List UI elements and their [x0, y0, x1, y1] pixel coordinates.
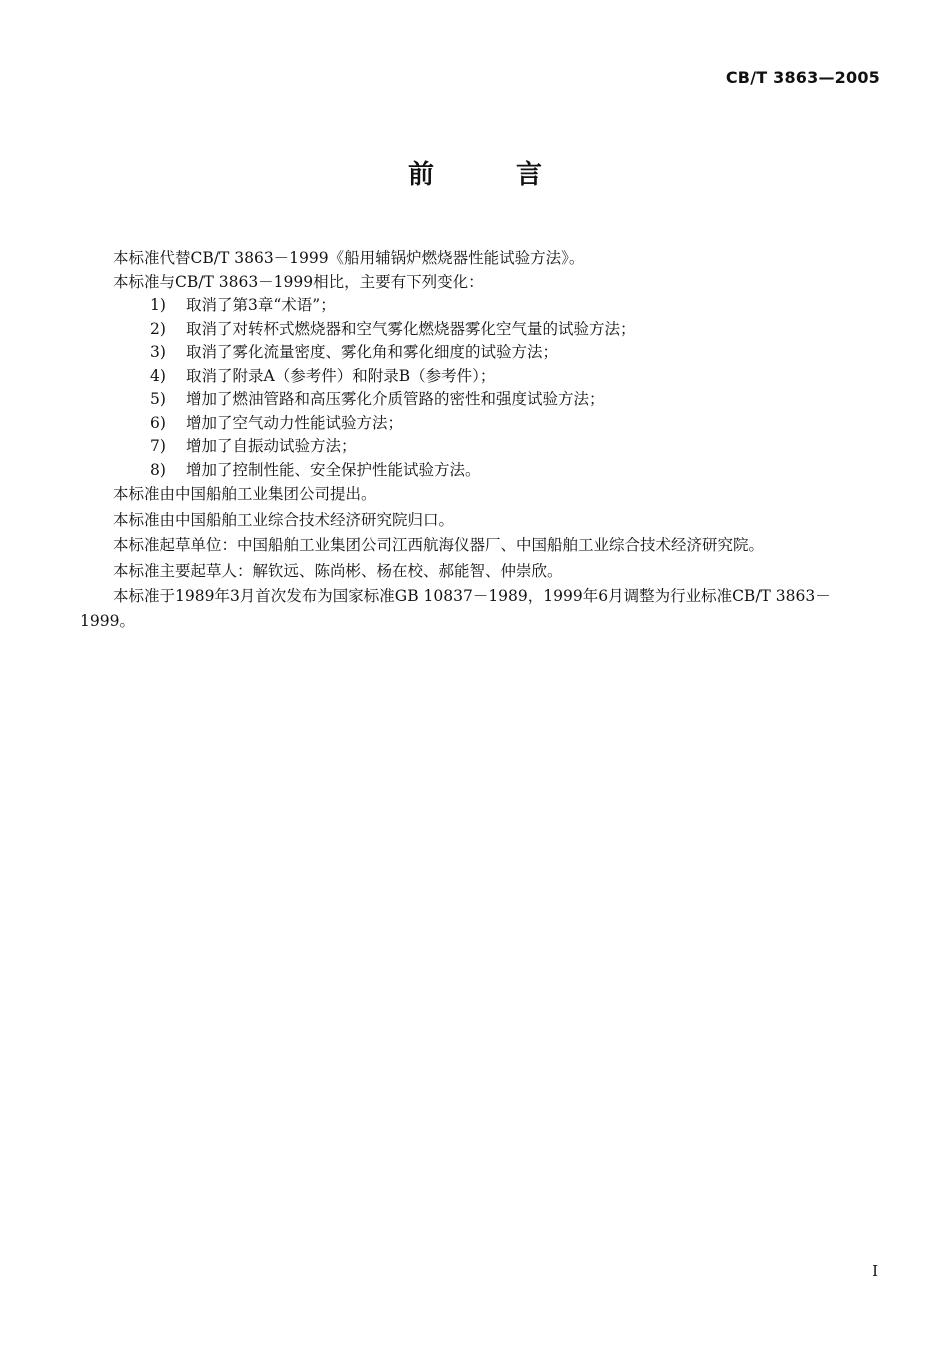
list-item-text: 取消了第3章“术语”； — [186, 296, 336, 314]
list-item — [80, 435, 880, 459]
foreword-body — [80, 247, 880, 634]
list-item — [80, 459, 880, 483]
paragraph-drafting-units: 本标准起草单位：中国船舶工业集团公司江西航海仪器厂、中国船舶工业综合技术经济研究院。 — [113, 536, 765, 554]
list-item-text: 增加了燃油管路和高压雾化介质管路的密性和强度试验方法； — [186, 390, 605, 408]
list-item-number: 2) — [150, 319, 166, 338]
page-title: 前 言 — [407, 160, 570, 190]
list-item — [80, 318, 880, 342]
list-item-number: 1) — [150, 296, 166, 314]
list-item-text: 增加了自振动试验方法； — [186, 437, 357, 455]
list-item — [80, 341, 880, 365]
list-item-number: 4) — [150, 366, 166, 385]
list-item-text: 取消了雾化流量密度、雾化角和雾化细度的试验方法； — [186, 343, 559, 361]
list-item-text: 取消了附录A（参考件）和附录B（参考件）； — [186, 366, 496, 385]
paragraph-proposer: 本标准由中国船舶工业集团公司提出。 — [113, 485, 377, 503]
list-item — [80, 365, 880, 389]
page-number: I — [872, 1262, 878, 1280]
list-item-text: 增加了控制性能、安全保护性能试验方法。 — [186, 460, 481, 479]
list-item-number: 8) — [150, 460, 166, 479]
paragraph-replaces: 本标准代替CB/T 3863－1999《船用辅锅炉燃烧器性能试验方法》。 — [113, 249, 585, 267]
paragraph-centralized: 本标准由中国船舶工业综合技术经济研究院归口。 — [113, 510, 455, 529]
list-item-number: 3) — [150, 343, 166, 361]
standard-code: CB/T 3863—2005 — [725, 68, 880, 87]
list-item-text: 增加了空气动力性能试验方法； — [186, 413, 404, 432]
list-item — [80, 412, 880, 436]
paragraph-changes-intro: 本标准与CB/T 3863－1999相比，主要有下列变化： — [113, 272, 484, 291]
list-item-number: 7) — [150, 437, 166, 455]
list-item — [80, 294, 880, 318]
changes-list — [80, 294, 880, 482]
list-item-text: 取消了对转杯式燃烧器和空气雾化燃烧器雾化空气量的试验方法； — [186, 319, 636, 338]
paragraph-drafters: 本标准主要起草人：解钦远、陈尚彬、杨在校、郝能智、仲崇欣。 — [113, 561, 563, 580]
list-item-number: 6) — [150, 413, 166, 432]
list-item — [80, 388, 880, 412]
list-item-number: 5) — [150, 390, 166, 408]
paragraph-history: 本标准于1989年3月首次发布为国家标准GB 10837－1989，1999年6月调整为行业标准CB/T 3863－1999。 — [80, 587, 831, 630]
